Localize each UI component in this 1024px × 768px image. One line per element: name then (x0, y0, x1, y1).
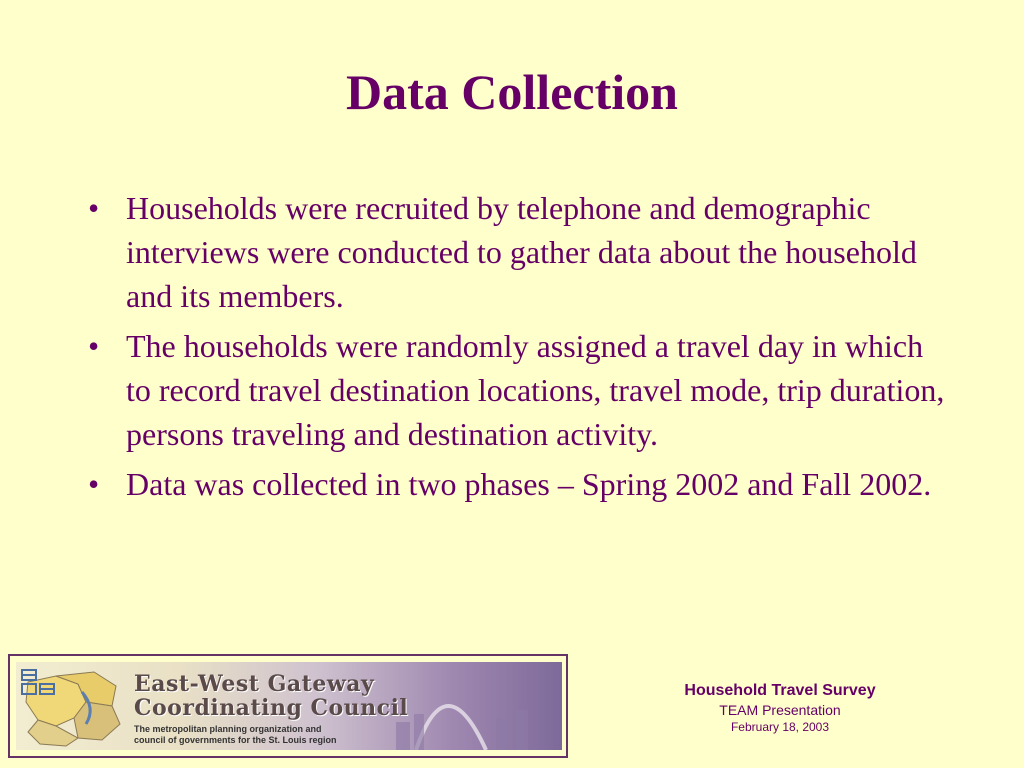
slide-title: Data Collection (346, 64, 678, 120)
bullet-text: Households were recruited by telephone and demographic interviews were conducted to gather data about the household and its members. (126, 190, 917, 314)
bullet-marker: • (88, 466, 100, 502)
logo-banner (16, 662, 562, 750)
organization-name-line: Coordinating Council (134, 695, 409, 721)
bullet-marker: • (88, 190, 100, 226)
bullet-item (88, 462, 948, 506)
footer-title: Household Travel Survey (684, 682, 876, 699)
bullet-marker: • (88, 328, 100, 364)
organization-name-line: East-West Gateway (134, 671, 375, 697)
tagline-line: The metropolitan planning organization and (134, 724, 322, 734)
bullet-item (88, 186, 948, 318)
bullet-text: Data was collected in two phases – Spring 2002 and Fall 2002. (126, 466, 932, 502)
skyline-icon (396, 710, 528, 750)
tagline-line: council of governments for the St. Louis region (134, 735, 337, 745)
slide-footer (610, 681, 950, 735)
organization-logo (8, 654, 568, 758)
organization-name (134, 672, 408, 720)
bullet-list (88, 186, 948, 512)
bullet-text: The households were randomly assigned a travel day in which to record travel destination locations, travel mode, trip duration, persons traveling and destination activity. (126, 328, 945, 452)
footer-date: February 18, 2003 (730, 720, 830, 734)
arch-icon (416, 706, 486, 750)
footer-subtitle: TEAM Presentation (719, 702, 841, 718)
organization-tagline (134, 724, 337, 746)
bullet-item (88, 324, 948, 456)
